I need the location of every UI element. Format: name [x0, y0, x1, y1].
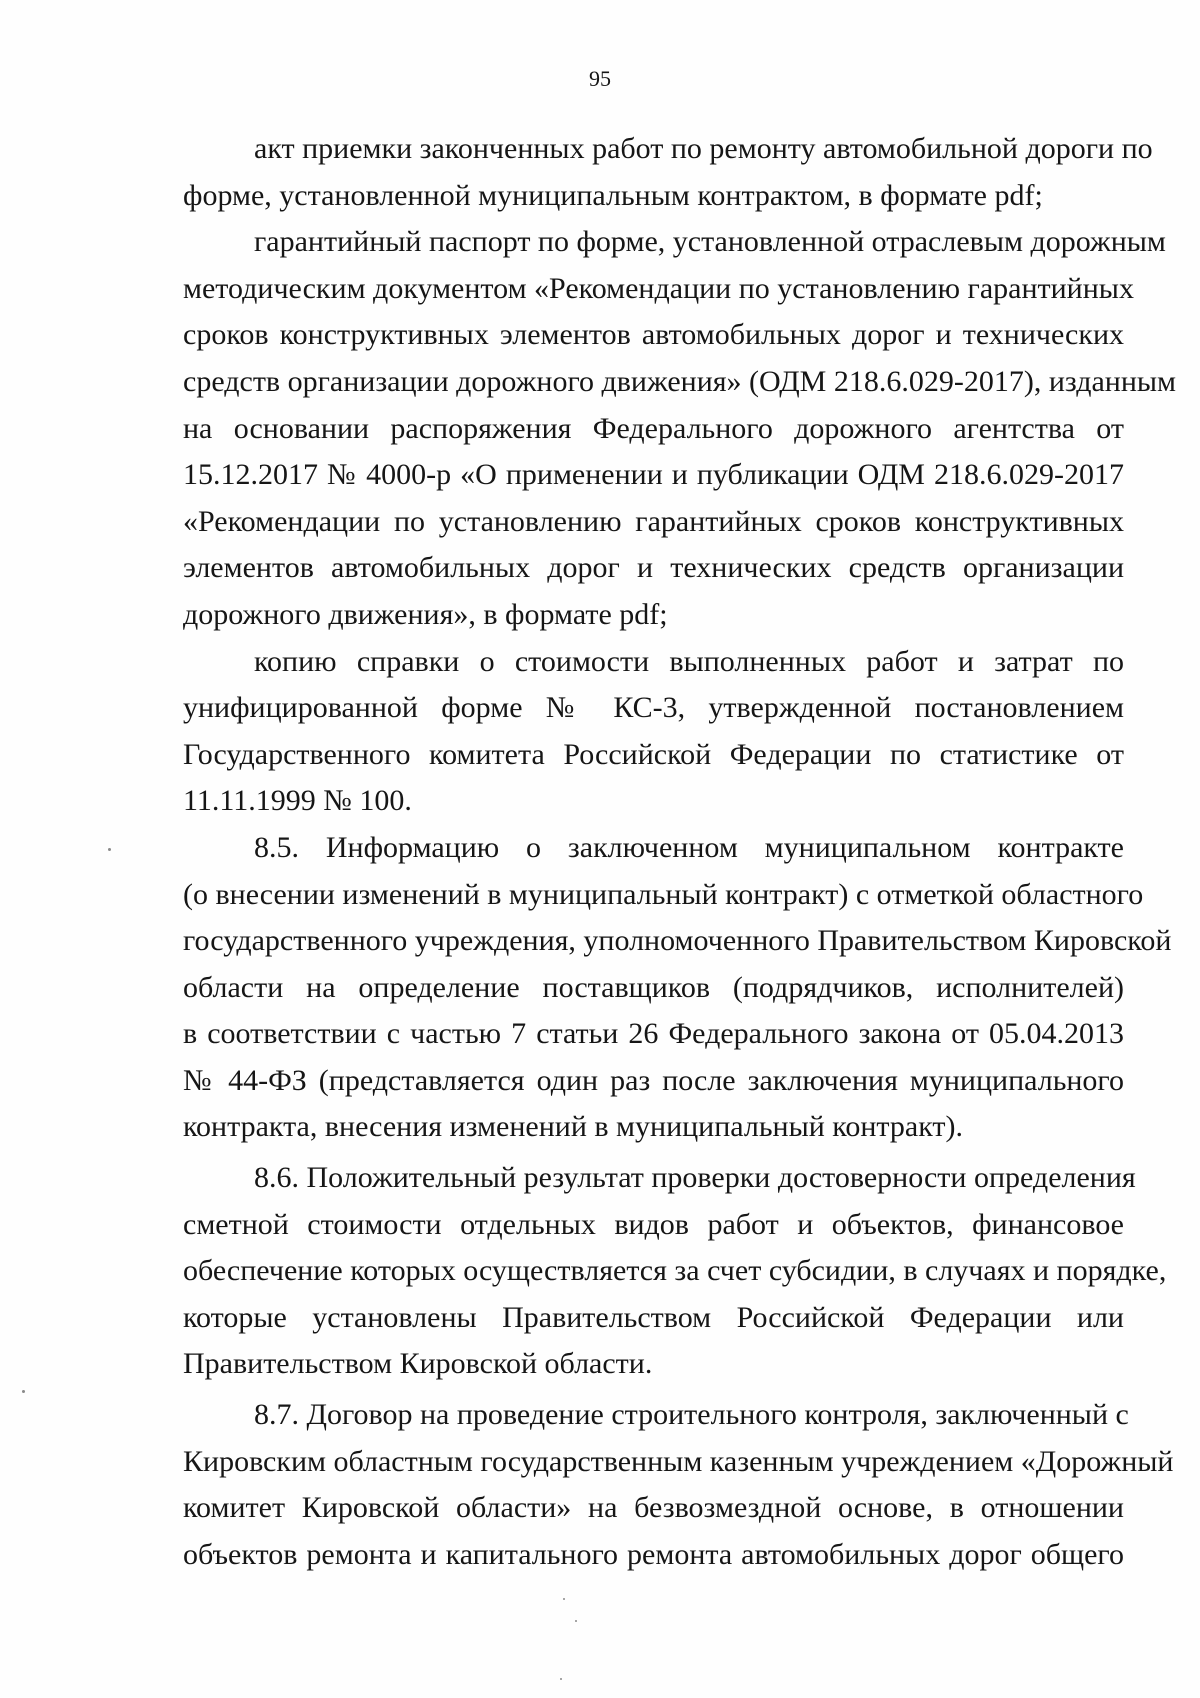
- document-body: [183, 126, 1177, 1578]
- paragraph-ks3-copy: [183, 639, 1124, 825]
- text-line: сметной стоимости отдельных видов работ и объектов, финансовое: [183, 1207, 1124, 1241]
- text-line: области на определение поставщиков (подрядчиков, исполнителей): [183, 970, 1124, 1004]
- paragraph-8-7: [183, 1392, 1174, 1578]
- text-line: контракта, внесения изменений в муниципальный контракт).: [183, 1110, 963, 1144]
- text-line: обеспечение которых осуществляется за счет субсидии, в случаях и порядке,: [183, 1254, 1167, 1288]
- text-line: (о внесении изменений в муниципальный контракт) с отметкой областного: [183, 877, 1144, 911]
- paragraph-8-5: [183, 825, 1172, 1151]
- text-line: методическим документом «Рекомендации по установлению гарантийных: [183, 271, 1134, 305]
- scan-speck: [575, 1620, 577, 1622]
- text-line: 8.7. Договор на проведение строительного контроля, заключенный с: [254, 1398, 1129, 1432]
- text-line: элементов автомобильных дорог и технических средств организации: [183, 551, 1124, 585]
- text-line: 8.5. Информацию о заключенном муниципальном контракте: [254, 830, 1124, 864]
- text-line: государственного учреждения, уполномоченного Правительством Кировской: [183, 924, 1172, 958]
- text-line: унифицированной форме № КС-3, утвержденной постановлением: [183, 691, 1124, 725]
- paragraph-warranty-passport: [183, 219, 1177, 638]
- text-line: 8.6. Положительный результат проверки достоверности определения: [254, 1161, 1136, 1195]
- paragraph-acceptance-act: [183, 126, 1153, 219]
- text-line: Государственного комитета Российской Федерации по статистике от: [183, 737, 1124, 771]
- page-number: 95: [589, 66, 611, 91]
- text-line: 11.11.1999 № 100.: [183, 784, 412, 818]
- text-line: в соответствии с частью 7 статьи 26 Федерального закона от 05.04.2013: [183, 1017, 1124, 1051]
- text-line: «Рекомендации по установлению гарантийных сроков конструктивных: [183, 504, 1124, 538]
- scan-speck: [22, 1390, 25, 1393]
- text-line: акт приемки законченных работ по ремонту автомобильной дороги по: [254, 132, 1153, 165]
- scan-speck: [108, 848, 111, 851]
- text-line: № 44-ФЗ (представляется один раз после заключения муниципального: [183, 1063, 1124, 1097]
- text-line: дорожного движения», в формате pdf;: [183, 597, 668, 631]
- text-line: на основании распоряжения Федерального дорожного агентства от: [183, 411, 1124, 445]
- text-line: сроков конструктивных элементов автомобильных дорог и технических: [183, 318, 1124, 352]
- text-line: комитет Кировской области» на безвозмездной основе, в отношении: [183, 1491, 1124, 1525]
- text-line: Кировским областным государственным казенным учреждением «Дорожный: [183, 1444, 1174, 1478]
- text-line: объектов ремонта и капитального ремонта автомобильных дорог общего: [183, 1537, 1124, 1571]
- text-line: Правительством Кировской области.: [183, 1347, 653, 1381]
- paragraph-8-6: [183, 1155, 1167, 1388]
- text-line: гарантийный паспорт по форме, установленной отраслевым дорожным: [254, 225, 1166, 259]
- text-line: которые установлены Правительством Российской Федерации или: [183, 1300, 1124, 1334]
- text-line: средств организации дорожного движения» (ОДМ 218.6.029-2017), изданным: [183, 364, 1177, 398]
- text-line: 15.12.2017 № 4000-р «О применении и публикации ОДМ 218.6.029-2017: [183, 458, 1124, 492]
- scan-speck: [563, 1598, 565, 1600]
- text-line: форме, установленной муниципальным контрактом, в формате pdf;: [183, 178, 1043, 212]
- scan-speck: [560, 1678, 562, 1680]
- text-line: копию справки о стоимости выполненных работ и затрат по: [254, 644, 1124, 678]
